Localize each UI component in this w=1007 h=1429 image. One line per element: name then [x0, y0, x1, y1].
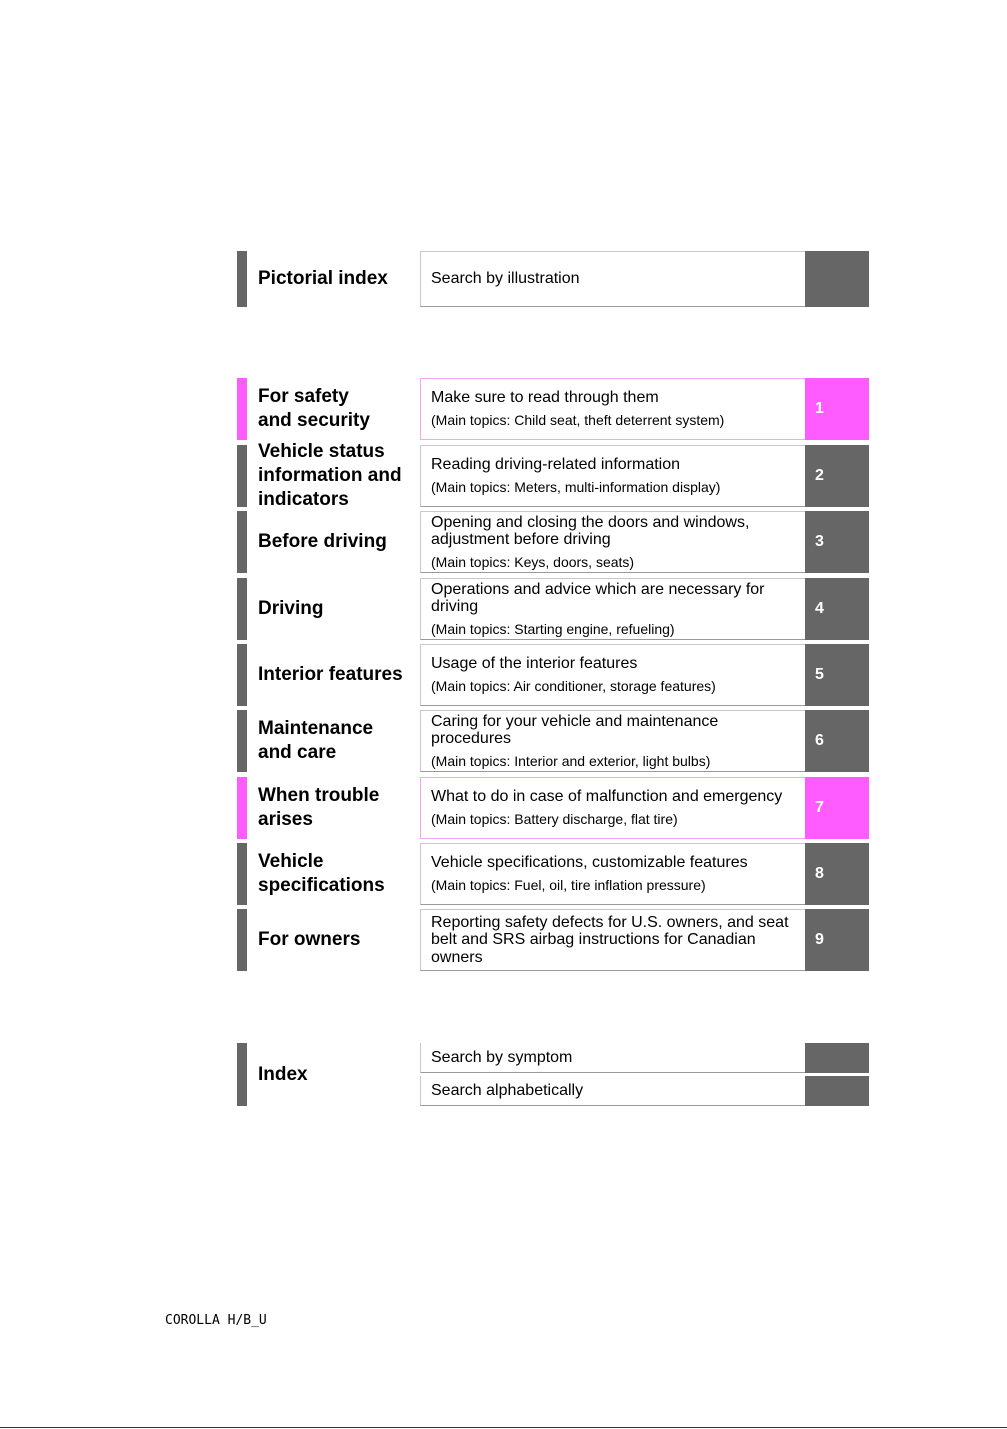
chapter-3-title: Before driving: [258, 531, 387, 552]
chapter-8-tab[interactable]: 8: [805, 843, 869, 905]
chapter-row-3[interactable]: [237, 511, 869, 573]
index-item-alphabetical[interactable]: [420, 1076, 869, 1106]
index-item-symptom-tab[interactable]: [805, 1043, 869, 1073]
chapter-7-bar: [237, 777, 247, 839]
chapter-2-desc-main: Reading driving-related information: [431, 456, 681, 474]
index-bar: [237, 1043, 247, 1106]
chapter-9-title: For owners: [258, 929, 361, 950]
pictorial-index-desc[interactable]: [420, 251, 805, 307]
chapter-8-desc[interactable]: [420, 843, 805, 905]
chapter-6-desc[interactable]: [420, 710, 805, 772]
chapter-4-bar: [237, 578, 247, 640]
chapter-8-bar: [237, 843, 247, 905]
chapter-3-desc[interactable]: [420, 511, 805, 573]
chapter-6-desc-sub: (Main topics: Interior and exterior, light bulbs): [431, 752, 711, 769]
chapter-6-bar: [237, 710, 247, 772]
pictorial-index-title: Pictorial index: [258, 268, 388, 289]
pictorial-index-tab[interactable]: [805, 251, 869, 307]
chapter-9-desc-main: Reporting safety defects for U.S. owners, and seat belt and SRS airbag instructions for Canadian owners: [431, 913, 789, 966]
chapter-row-8[interactable]: [237, 843, 869, 905]
chapter-3-tab[interactable]: 3: [805, 511, 869, 573]
chapter-2-bar: [237, 445, 247, 507]
chapter-6-desc-main: Caring for your vehicle and maintenance procedures: [431, 712, 719, 747]
chapter-4-desc-sub: (Main topics: Starting engine, refueling): [431, 620, 675, 637]
chapter-9-desc[interactable]: [420, 909, 805, 971]
chapter-1-desc-sub: (Main topics: Child seat, theft deterrent system): [431, 411, 725, 428]
chapter-row-5[interactable]: [237, 644, 869, 706]
chapter-row-7[interactable]: [237, 777, 869, 839]
chapter-6-tab[interactable]: 6: [805, 710, 869, 772]
chapter-7-desc[interactable]: [420, 777, 805, 839]
chapter-7-tab[interactable]: 7: [805, 777, 869, 839]
index-item-alphabetical-tab[interactable]: [805, 1076, 869, 1106]
index-item-symptom-label: Search by symptom: [420, 1043, 805, 1073]
pictorial-index-desc-text: Search by illustration: [431, 270, 580, 288]
pictorial-index-bar: [237, 251, 247, 307]
chapter-4-desc-main: Operations and advice which are necessary for driving: [431, 580, 765, 615]
chapter-5-tab[interactable]: 5: [805, 644, 869, 706]
chapter-6-title: Maintenance and care: [258, 718, 374, 763]
pictorial-index-row[interactable]: [237, 251, 869, 307]
chapter-row-4[interactable]: [237, 578, 869, 640]
chapter-1-desc[interactable]: [420, 378, 805, 440]
chapter-5-desc-main: Usage of the interior features: [431, 655, 638, 673]
chapter-8-title: Vehicle specifications: [258, 851, 385, 896]
chapter-7-desc-sub: (Main topics: Battery discharge, flat tire): [431, 810, 678, 827]
chapter-7-title: When trouble arises: [258, 785, 380, 830]
chapter-5-desc-sub: (Main topics: Air conditioner, storage features): [431, 677, 716, 694]
chapter-3-bar: [237, 511, 247, 573]
chapter-row-9[interactable]: [237, 909, 869, 971]
chapter-3-desc-sub: (Main topics: Keys, doors, seats): [431, 553, 635, 570]
footer-code: COROLLA H/B_U: [165, 1313, 267, 1328]
chapter-1-tab[interactable]: 1: [805, 378, 869, 440]
chapter-row-2[interactable]: [237, 441, 869, 510]
chapter-9-tab[interactable]: 9: [805, 909, 869, 971]
chapter-row-1[interactable]: [237, 378, 869, 440]
chapter-2-title: Vehicle status information and indicators: [258, 441, 402, 510]
chapter-4-desc[interactable]: [420, 578, 805, 640]
bottom-rule: [0, 1427, 1007, 1428]
chapter-8-desc-main: Vehicle specifications, customizable features: [431, 854, 748, 872]
chapter-1-desc-main: Make sure to read through them: [431, 389, 659, 407]
chapter-5-bar: [237, 644, 247, 706]
chapter-7-desc-main: What to do in case of malfunction and emergency: [431, 788, 783, 806]
chapter-9-bar: [237, 909, 247, 971]
chapter-3-desc-main: Opening and closing the doors and windows, adjustment before driving: [431, 513, 750, 548]
chapter-4-title: Driving: [258, 598, 324, 619]
index-title: Index: [258, 1063, 308, 1085]
index-item-symptom[interactable]: [420, 1043, 869, 1073]
chapter-row-6[interactable]: [237, 710, 869, 772]
chapter-2-desc-sub: (Main topics: Meters, multi-information display): [431, 478, 721, 495]
index-row: [237, 1043, 869, 1106]
chapter-4-tab[interactable]: 4: [805, 578, 869, 640]
chapter-5-desc[interactable]: [420, 644, 805, 706]
chapter-5-title: Interior features: [258, 664, 403, 685]
chapter-2-tab[interactable]: 2: [805, 445, 869, 507]
index-item-alphabetical-label: Search alphabetically: [420, 1076, 805, 1106]
chapter-8-desc-sub: (Main topics: Fuel, oil, tire inflation pressure): [431, 876, 706, 893]
chapter-1-title: For safety and security: [258, 386, 370, 431]
chapter-2-desc[interactable]: [420, 445, 805, 507]
chapter-1-bar: [237, 378, 247, 440]
